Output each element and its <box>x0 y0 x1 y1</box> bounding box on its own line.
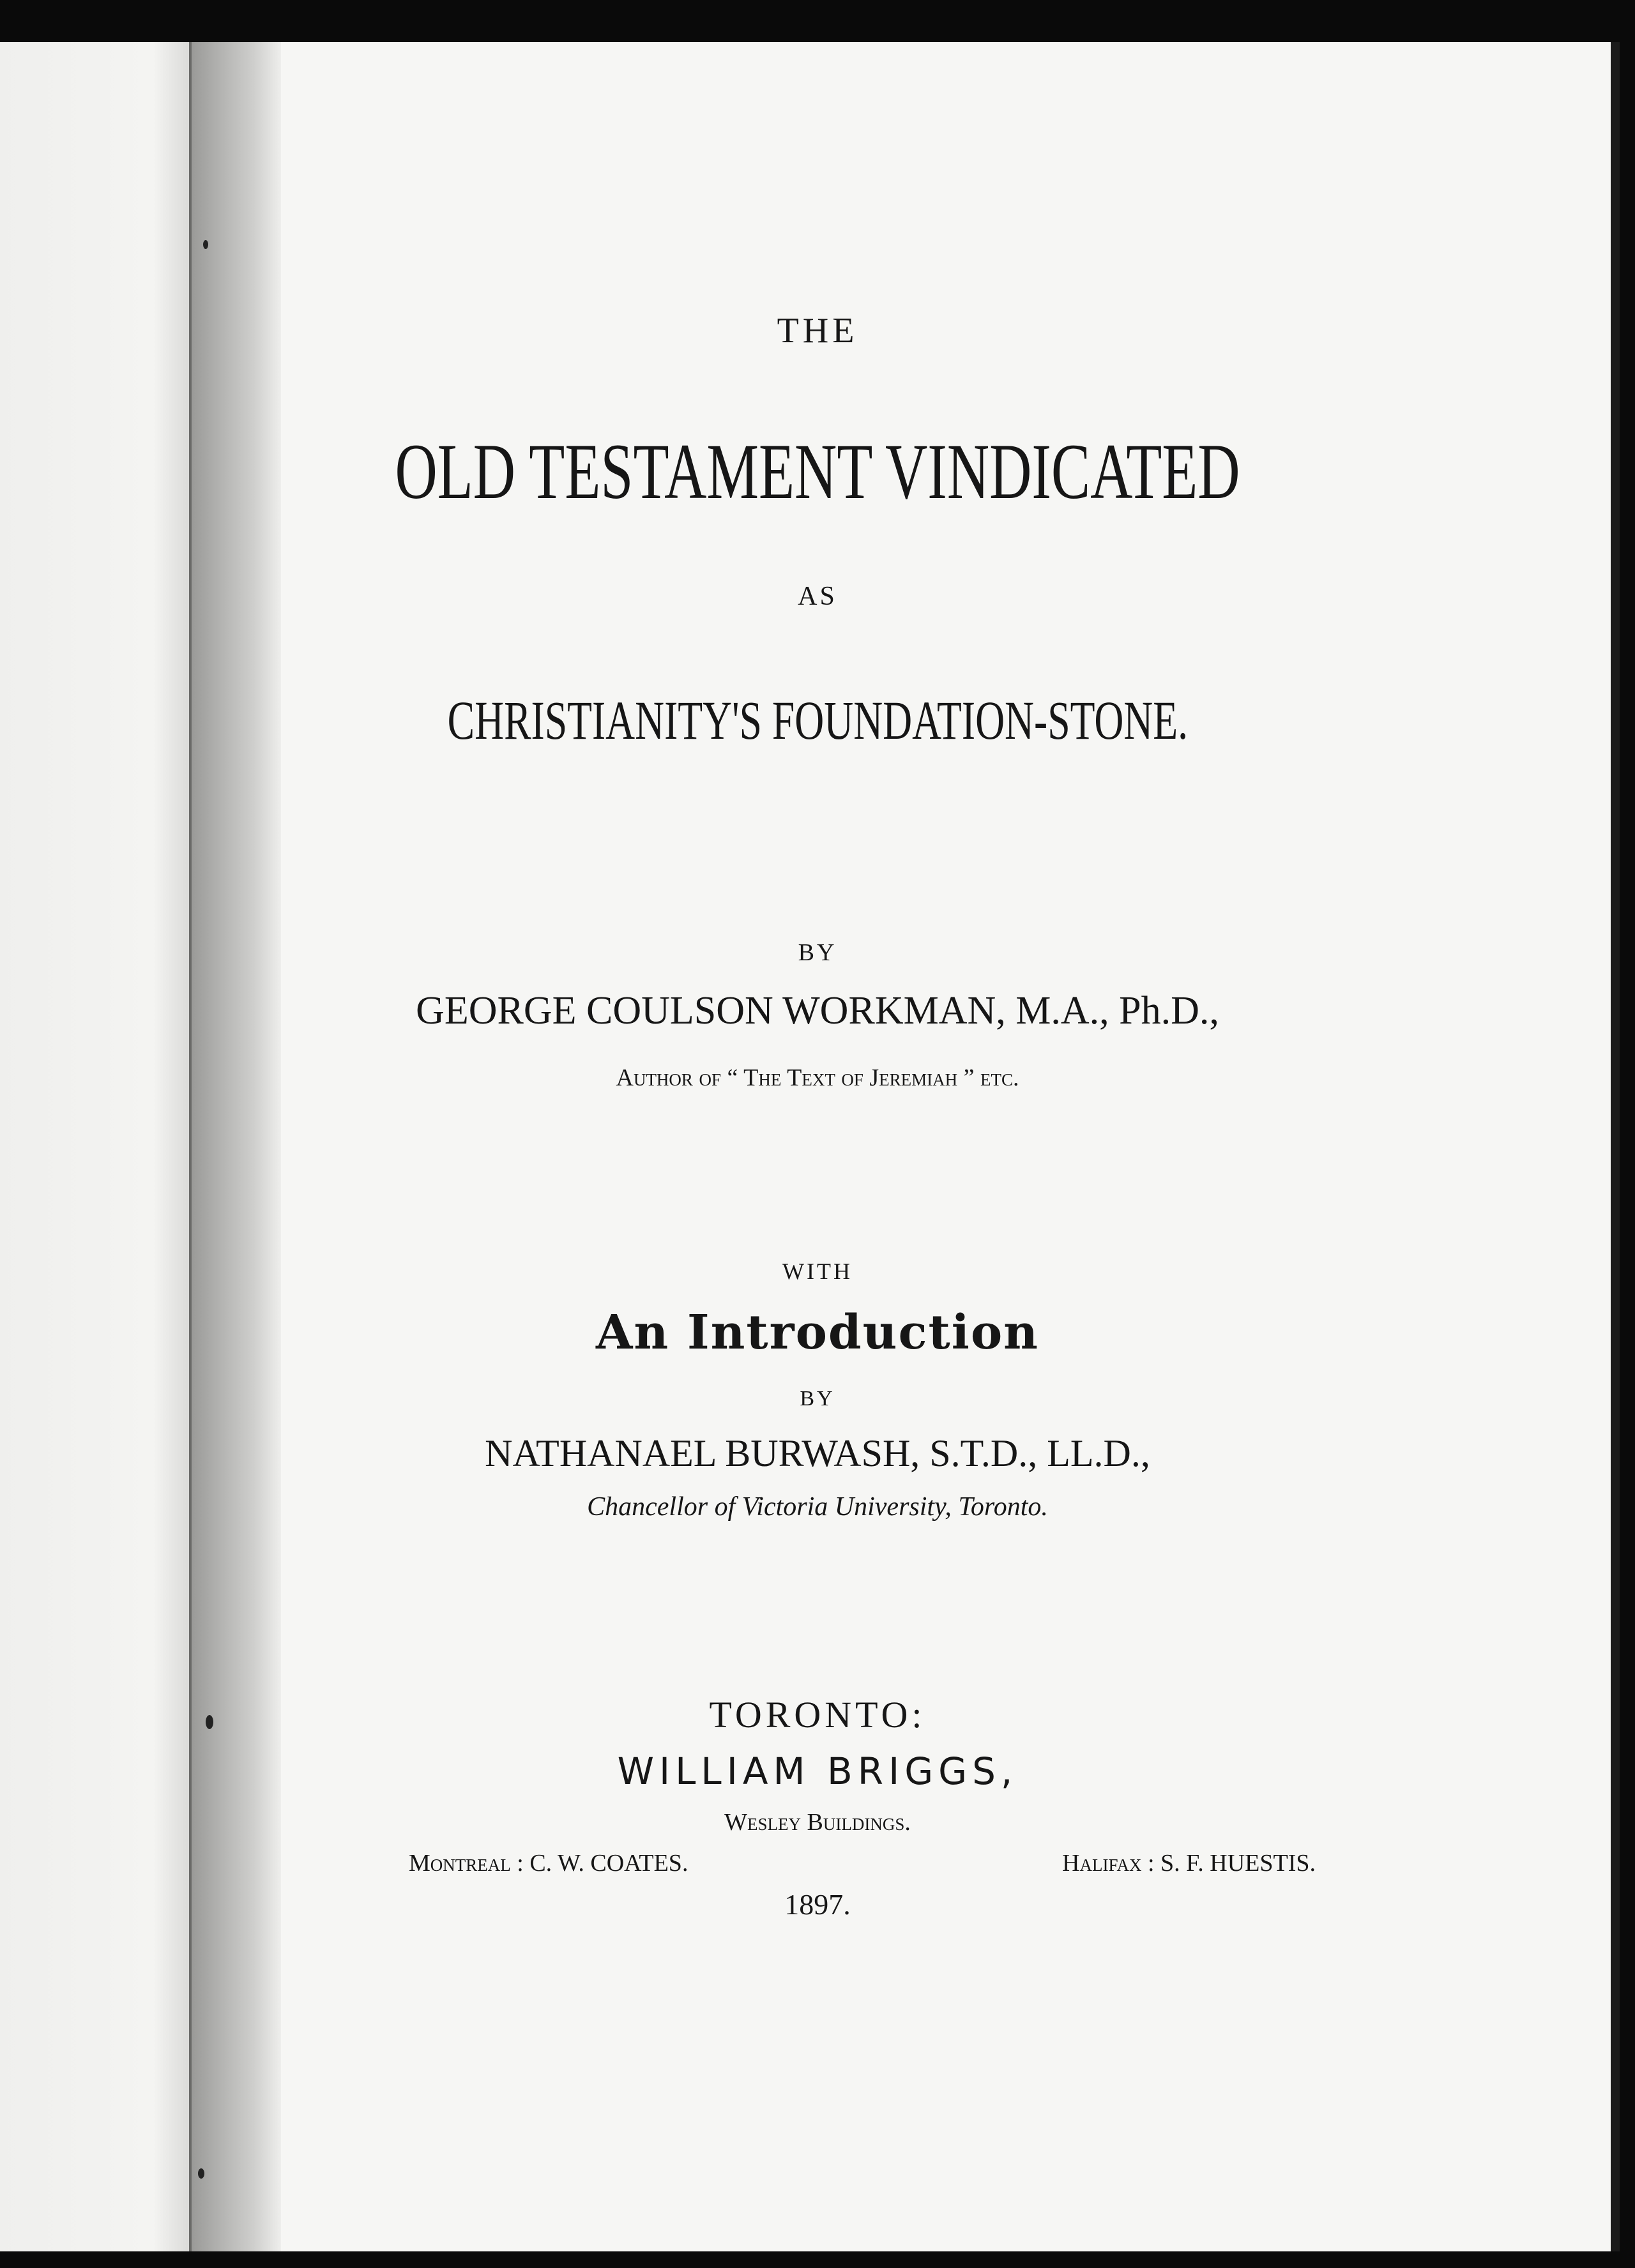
author-credit: Author of “ The Text of Jeremiah ” etc. <box>616 1064 1019 1091</box>
subtitle: CHRISTIANITY'S FOUNDATION-STONE. <box>447 690 1188 751</box>
intro-heading: An Introduction <box>596 1305 1039 1360</box>
title-as: AS <box>798 582 837 611</box>
ink-speck <box>203 240 208 249</box>
author-by: BY <box>798 939 837 966</box>
title-the: THE <box>777 311 858 351</box>
imprint-publisher: WILLIAM BRIGGS, <box>617 1750 1018 1793</box>
introducer-role: Chancellor of Victoria University, Toronto. <box>587 1492 1048 1522</box>
subtitle-wrap <box>0 688 1635 752</box>
title-main-wrap <box>0 427 1635 517</box>
intro-with: WITH <box>782 1259 853 1284</box>
main-title: OLD TESTAMENT VINDICATED <box>395 428 1240 515</box>
ink-speck <box>198 2168 204 2179</box>
intro-by: BY <box>800 1387 835 1410</box>
montreal-agent: Montreal : C. W. COATES. <box>409 1850 688 1877</box>
imprint-year: 1897. <box>784 1888 851 1921</box>
halifax-agent: Halifax : S. F. HUESTIS. <box>1062 1850 1316 1877</box>
imprint-city: TORONTO: <box>709 1694 926 1735</box>
imprint-agents <box>409 1849 1316 1877</box>
imprint-address: Wesley Buildings. <box>724 1809 911 1836</box>
introducer-name: NATHANAEL BURWASH, S.T.D., LL.D., <box>485 1432 1150 1474</box>
author-name: GEORGE COULSON WORKMAN, M.A., Ph.D., <box>416 989 1219 1032</box>
